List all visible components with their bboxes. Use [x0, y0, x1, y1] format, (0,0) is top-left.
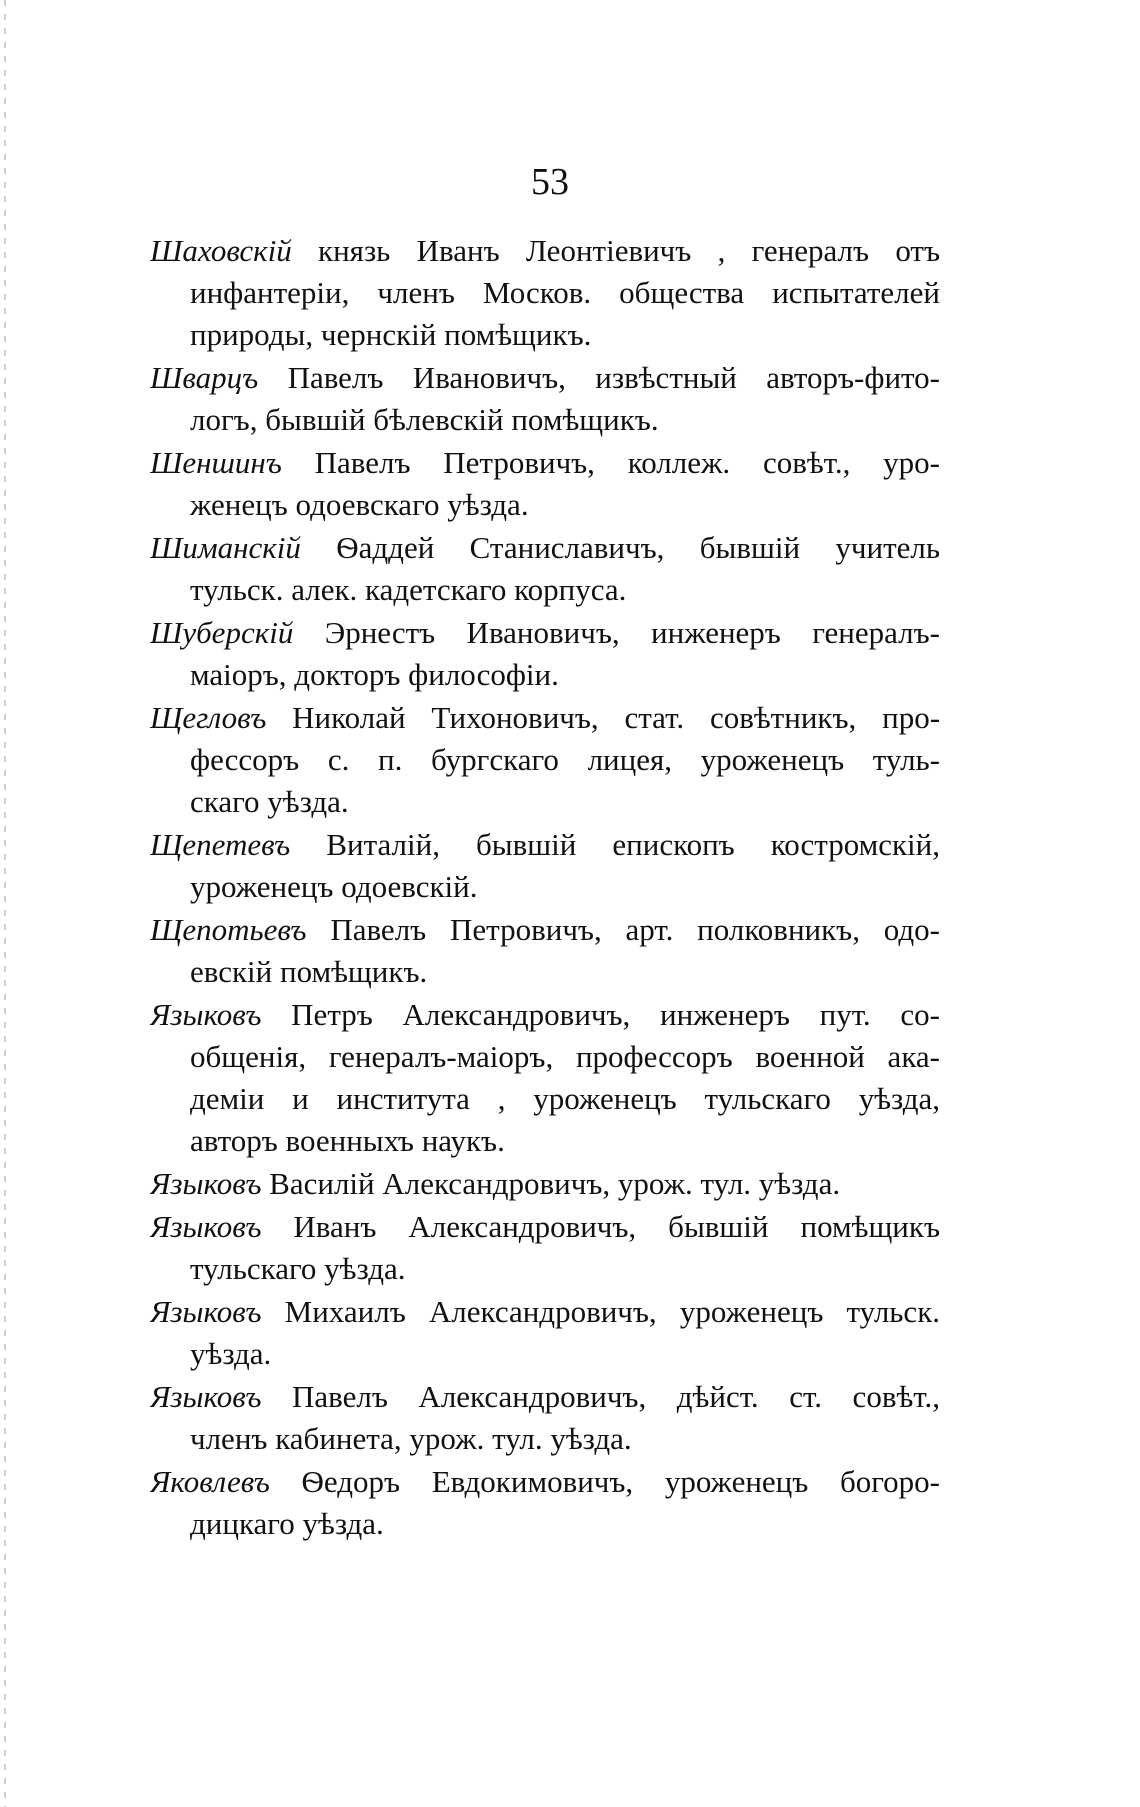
entry-first-line	[150, 612, 940, 654]
entry-text: Ѳаддей Станиславичъ, бывшій учитель	[336, 530, 940, 565]
entry-text: Павелъ Петровичъ, коллеж. совѣт., уро-	[314, 445, 940, 480]
entry-continuation-line: инфантеріи, членъ Москов. общества испытателей	[190, 275, 940, 310]
page-edge-rule	[4, 0, 6, 1807]
entry-surname: Языковъ	[150, 1209, 262, 1244]
entry-continuation-line: уроженецъ одоевскій.	[190, 869, 478, 904]
entry	[150, 1376, 940, 1460]
entry-text: Иванъ Александровичъ, бывшій помѣщикъ	[293, 1209, 940, 1244]
entry-first-line	[150, 994, 940, 1036]
entry-continuation-line: маіоръ, докторъ философіи.	[190, 657, 559, 692]
entry-surname: Языковъ	[150, 1294, 262, 1329]
entry-continuation-line: членъ кабинета, урож. тул. уѣзда.	[190, 1421, 632, 1456]
entry	[150, 442, 940, 526]
entry-first-line	[150, 442, 940, 484]
entry-surname: Яковлевъ	[150, 1464, 270, 1499]
entry-continuation-line: евскій помѣщикъ.	[190, 954, 428, 989]
entry	[150, 357, 940, 441]
entry-surname: Шварцъ	[150, 360, 259, 395]
entry-text: Ѳедоръ Евдокимовичъ, уроженецъ богоро-	[301, 1464, 940, 1499]
entry-first-line	[150, 230, 940, 272]
entry-text: Петръ Александровичъ, инженеръ пут. со-	[291, 997, 940, 1032]
entry-continuation-line: логъ, бывшій бѣлевскій помѣщикъ.	[190, 402, 659, 437]
entry-surname: Шаховскій	[150, 233, 292, 268]
entry-surname: Щепотьевъ	[150, 912, 307, 947]
entry-continuation-line: тульскаго уѣзда.	[190, 1251, 406, 1286]
entry-continuation-line: фессоръ с. п. бургскаго лицея, уроженецъ туль-	[190, 742, 940, 777]
entry	[150, 527, 940, 611]
entry-text: Василій Александровичъ, урож. тул. уѣзда.	[269, 1166, 841, 1201]
entry-text: Павелъ Петровичъ, арт. полковникъ, одо-	[330, 912, 940, 947]
entry-surname: Щегловъ	[150, 700, 267, 735]
entry-list	[150, 230, 940, 1546]
entry	[150, 697, 940, 823]
entry-first-line	[150, 1376, 940, 1418]
page-number: 53	[531, 161, 569, 203]
entry-first-line	[150, 357, 940, 399]
entry-continuation-line: тульск. алек. кадетскаго корпуса.	[190, 572, 627, 607]
entry-text: Павелъ Ивановичъ, извѣстный авторъ-фито-	[287, 360, 940, 395]
entry-continuation-line: дицкаго уѣзда.	[190, 1506, 384, 1541]
entry-surname: Щепетевъ	[150, 827, 291, 862]
entry	[150, 1206, 940, 1290]
entry-text: Виталій, бывшій епископъ костромскій,	[326, 827, 940, 862]
entry-surname: Шеншинъ	[150, 445, 282, 480]
entry-continuation-line: уѣзда.	[190, 1336, 272, 1371]
entry-surname: Шуберскій	[150, 615, 294, 650]
entry-first-line	[150, 824, 940, 866]
entry	[150, 909, 940, 993]
entry-first-line	[150, 527, 940, 569]
entry-continuation-line: женецъ одоевскаго уѣзда.	[190, 487, 529, 522]
entry-first-line	[150, 1163, 940, 1205]
entry-first-line	[150, 909, 940, 951]
entry-continuation-line: природы, чернскій помѣщикъ.	[190, 317, 592, 352]
entry-text: Михаилъ Александровичъ, уроженецъ тульск.	[284, 1294, 940, 1329]
entry-surname: Шиманскій	[150, 530, 301, 565]
entry-surname: Языковъ	[150, 1166, 262, 1201]
entry	[150, 230, 940, 356]
entry-first-line	[150, 1206, 940, 1248]
entry	[150, 1163, 940, 1205]
entry	[150, 1291, 940, 1375]
entry-surname: Языковъ	[150, 997, 262, 1032]
entry-first-line	[150, 1291, 940, 1333]
entry-text: Павелъ Александровичъ, дѣйст. ст. совѣт.,	[292, 1379, 940, 1414]
entry-surname: Языковъ	[150, 1379, 262, 1414]
entry-text: князь Иванъ Леонтіевичъ , генералъ отъ	[318, 233, 940, 268]
entry	[150, 824, 940, 908]
entry-continuation-line: авторъ военныхъ наукъ.	[190, 1123, 505, 1158]
entry	[150, 1461, 940, 1545]
entry-first-line	[150, 1461, 940, 1503]
entry-text: Николай Тихоновичъ, стат. совѣтникъ, про-	[292, 700, 940, 735]
entry-text: Эрнестъ Ивановичъ, инженеръ генералъ-	[324, 615, 940, 650]
entry-continuation-line: деміи и института , уроженецъ тульскаго уѣзда,	[190, 1081, 940, 1116]
entry	[150, 612, 940, 696]
entry-continuation-line: скаго уѣзда.	[190, 784, 349, 819]
entry-continuation-line: общенія, генералъ-маіоръ, профессоръ военной ака-	[190, 1039, 940, 1074]
entry	[150, 994, 940, 1162]
entry-first-line	[150, 697, 940, 739]
